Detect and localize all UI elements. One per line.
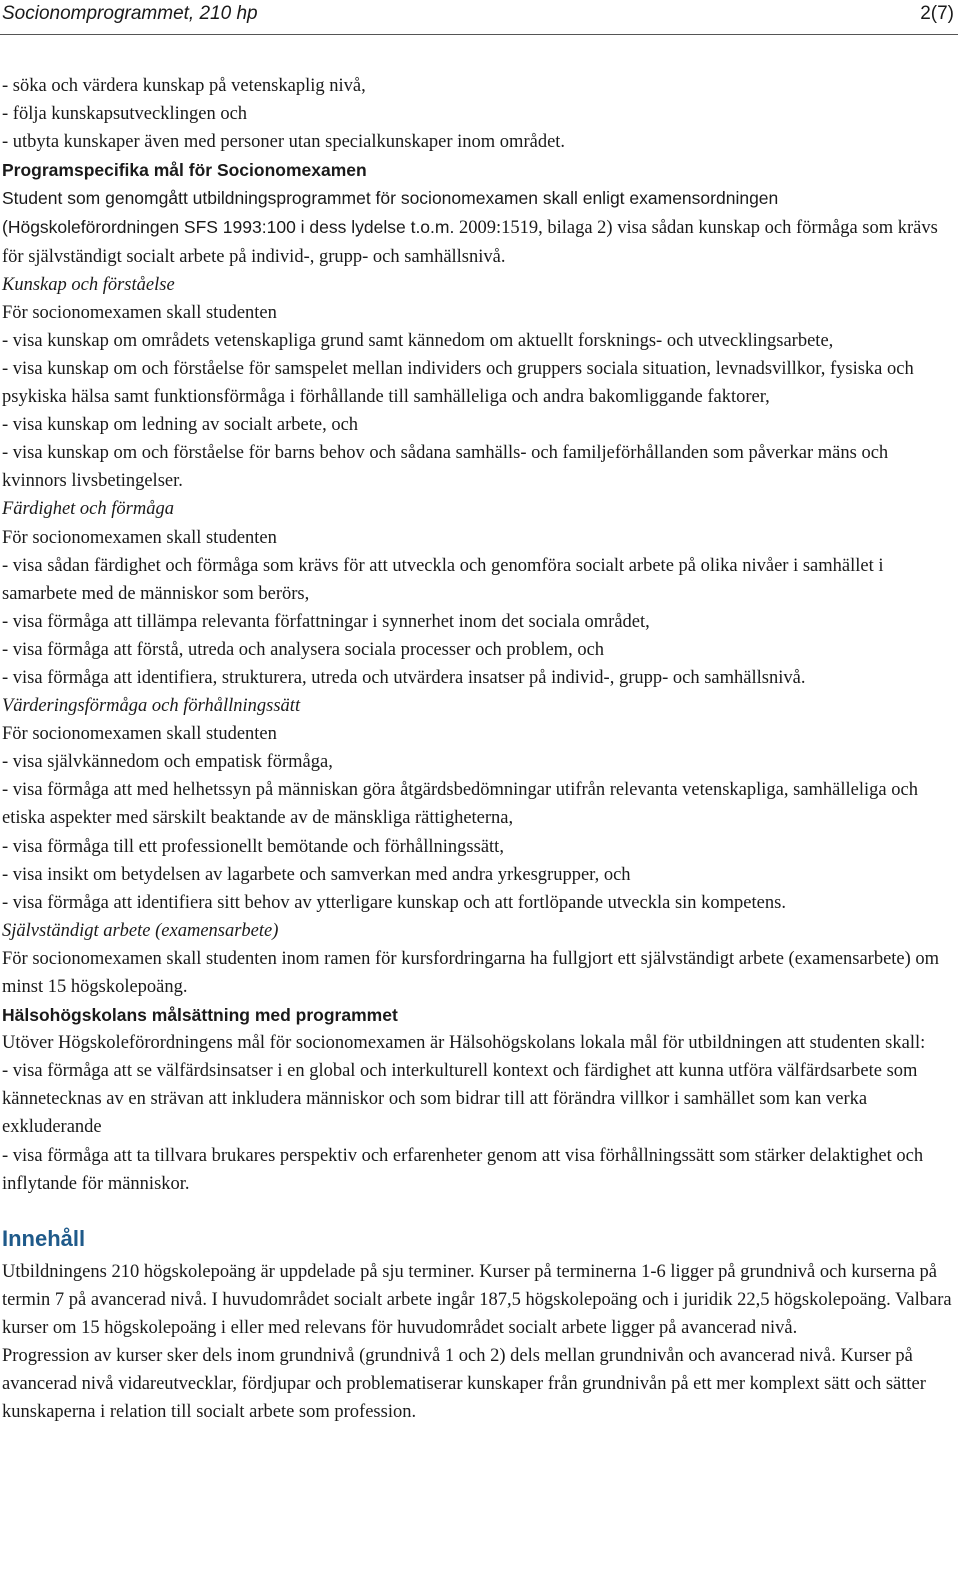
list-item: - visa förmåga att förstå, utreda och analysera sociala processer och problem, och [2,639,605,660]
list-item: - visa förmåga att ta tillvara brukares perspektiv och erfarenheter genom att visa förhållningssätt som stärker delaktighet och inflytande för människor. [2,1145,924,1194]
list-item: - visa kunskap om och förståelse för barns behov och sådana samhälls- och familjeförhållanden som påverkar mäns och kvinnors livsbetingelser. [2,443,889,492]
list-item: - visa förmåga till ett professionellt bemötande och förhållningssätt, [2,836,504,857]
list-item: - visa kunskap om ledning av socialt arbete, och [2,415,359,436]
program-goals-heading: Programspecifika mål för Socionomexamen [2,160,367,181]
list-item: - visa insikt om betydelsen av lagarbete och samverkan med andra yrkesgrupper, och [2,864,631,885]
list-item: - visa kunskap om och förståelse för samspelet mellan individers och gruppers sociala situation, levnadsvillkor, fysiska och psykiska hälsa samt funktionsförmåga i förhållande till samhälleliga och andra bakomliggande faktorer, [2,358,914,408]
values-heading: Värderingsförmåga och förhållningssätt [2,696,301,717]
page-header [0,0,958,35]
school-goals-heading: Hälsohögskolans målsättning med programmet [2,1005,398,1026]
list-item: - utbyta kunskaper även med personer utan specialkunskaper inom området. [2,132,566,153]
program-goals-intro-part1: Student som genomgått utbildningsprogrammet för socionomexamen skall enligt examensordningen (Högskoleförordningen SFS 1993:100 i dess lydelse t.o.m. [2,188,779,238]
skills-lead: För socionomexamen skall studenten [2,527,277,548]
knowledge-heading: Kunskap och förståelse [2,274,175,295]
list-item: - visa förmåga att se välfärdsinsatser i en global och interkulturell kontext och färdighet att kunna utföra välfärdsarbete som kännetecknas av en strävan att inkludera människor och som bidrar till att förändra villkor i samhället som kan verka exkluderande [2,1061,918,1138]
thesis-text: För socionomexamen skall studenten inom ramen för kursfordringarna ha fullgjort ett självständigt arbete (examensarbete) om minst 15 högskolepoäng. [2,948,940,997]
contents-paragraph: Progression av kurser sker dels inom grundnivå (grundnivå 1 och 2) dels mellan grundnivån och avancerad nivå. Kurser på avancerad nivå vidareutvecklar, fördjupar och problematiserar kunskaper från grundnivån på ett mer komplext sätt och sätter kunskaperna i relation till socialt arbete som profession. [2,1346,926,1423]
values-lead: För socionomexamen skall studenten [2,724,277,745]
document-body [2,72,956,1426]
list-item: - visa förmåga att identifiera, strukturera, utreda och utvärdera insatser på individ-, grupp- och samhällsnivå. [2,667,806,688]
list-item: - visa förmåga att tillämpa relevanta författningar i synnerhet inom det sociala området, [2,611,650,632]
thesis-heading: Självständigt arbete (examensarbete) [2,920,279,941]
list-item: - visa kunskap om områdets vetenskapliga grund samt kännedom om aktuellt forsknings- och utvecklingsarbete, [2,330,834,351]
skills-heading: Färdighet och förmåga [2,499,174,520]
list-item: - söka och värdera kunskap på vetenskaplig nivå, [2,76,366,96]
list-item: - visa förmåga att med helhetssyn på människan göra åtgärdsbedömningar utifrån relevanta vetenskapliga, samhälleliga och etiska aspekter med särskilt beaktande av de mänskliga rättigheterna, [2,780,918,829]
knowledge-lead: För socionomexamen skall studenten [2,302,277,323]
list-item: - följa kunskapsutvecklingen och [2,104,248,125]
program-goals-intro [2,184,956,270]
list-item: - visa självkännedom och empatisk förmåga, [2,752,333,773]
school-goals-intro: Utöver Högskoleförordningens mål för socionomexamen är Hälsohögskolans lokala mål för utbildningen att studenten skall: [2,1033,926,1054]
program-title: Socionomprogrammet, 210 hp [2,3,258,24]
contents-heading: Innehåll [2,1225,86,1251]
contents-paragraph: Utbildningens 210 högskolepoäng är uppdelade på sju terminer. Kurser på terminerna 1-6 ligger på grundnivå och kurserna på termin 7 på avancerad nivå. I huvudområdet socialt arbete ingår 187,5 högskolepoäng och i juridik 22,5 högskolepoäng. Valbara kurser om 15 högskolepoäng i eller med relevans för huvudområdet socialt arbete ligger på avancerad nivå. [2,1261,952,1338]
program-goals-intro-part2: 2009:1519, bilaga 2) visa sådan kunskap och förmåga som krävs för självständigt socialt arbete på individ-, grupp- och samhällsnivå. [2,218,938,267]
page-number: 2(7) [920,3,954,24]
list-item: - visa förmåga att identifiera sitt behov av ytterligare kunskap och att fortlöpande utveckla sin kompetens. [2,892,786,913]
list-item: - visa sådan färdighet och förmåga som krävs för att utveckla och genomföra socialt arbete på olika nivåer i samhället i samarbete med de människor som berörs, [2,555,884,604]
